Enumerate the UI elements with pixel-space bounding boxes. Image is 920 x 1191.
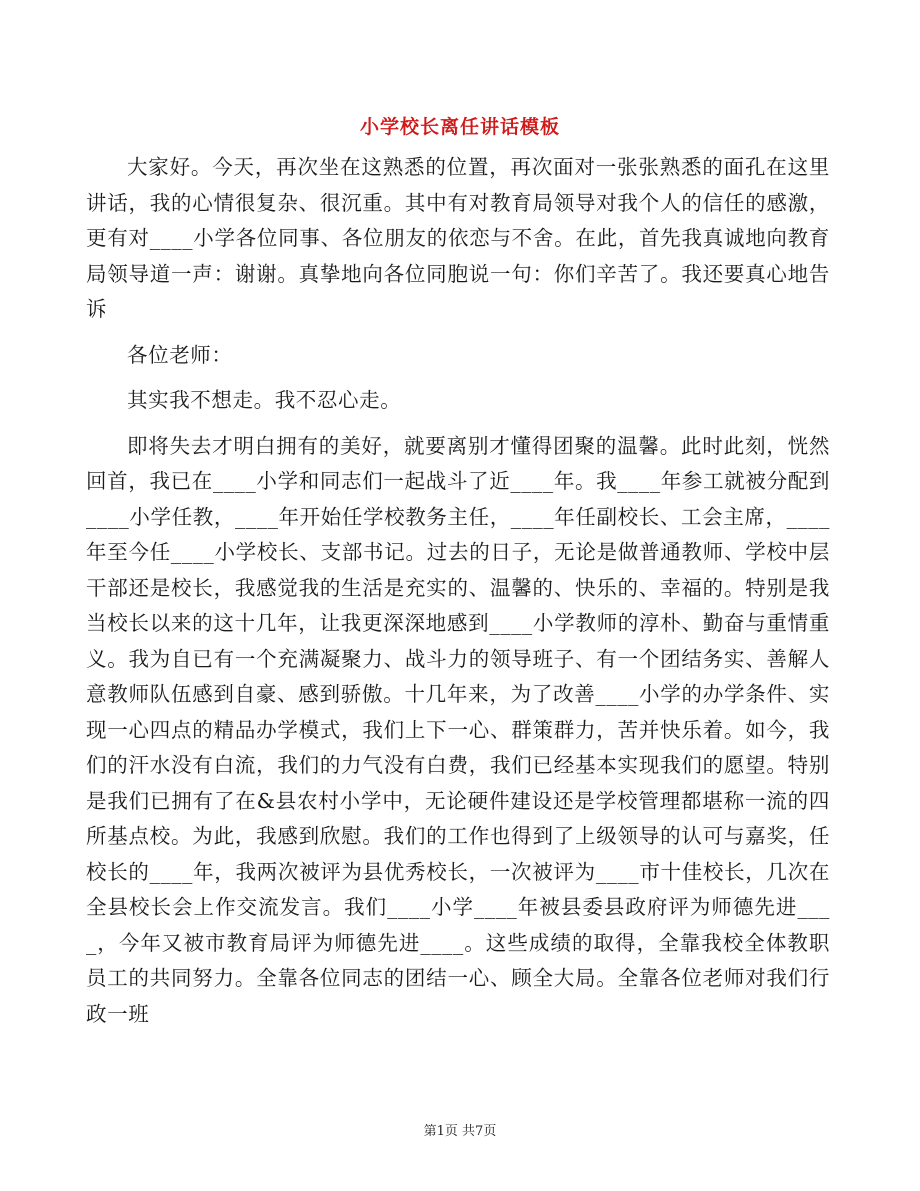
paragraph-reflection: 即将失去才明白拥有的美好，就要离别才懂得团聚的温馨。此时此刻，恍然回首，我已在____小学和同志们一起战斗了近____年。我____年参工就被分配到____小学任教，____年开始任学校教务主任，____年任副校长、工会主席，____年至今任____小学校长、支部书记。过去的日子，无论是做普通教师、学校中层干部还是校长，我感觉我的生活是充实的、温馨的、快乐的、幸福的。特别是我当校长以来的这十几年，让我更深深地感到____小学教师的淳朴、勤奋与重情重义。我为自已有一个充满凝聚力、战斗力的领导班子、有一个团结务实、善解人意教师队伍感到自豪、感到骄傲。十几年来，为了改善____小学的办学条件、实现一心四点的精品办学模式，我们上下一心、群策群力，苦并快乐着。如今，我们的汗水没有白流，我们的力气没有白费，我们已经基本实现我们的愿望。特别是我们已拥有了在&县农村小学中，无论硬件建设还是学校管理都堪称一流的四所基点校。为此，我感到欣慰。我们的工作也得到了上级领导的认可与嘉奖，任校长的____年，我两次被评为县优秀校长，一次被评为____市十佳校长，几次在全县校长会上作交流发言。我们____小学____年被县委县政府评为师德先进____，今年又被市教育局评为师德先进____。这些成绩的取得，全靠我校全体教职员工的共同努力。全靠各位同志的团结一心、顾全大局。全靠各位老师对我们行政一班 — [86, 433, 830, 1026]
paragraph-greeting: 大家好。今天，再次坐在这熟悉的位置，再次面对一张张熟悉的面孔在这里讲话，我的心情很复杂、很沉重。其中有对教育局领导对我个人的信任的感激，更有对____小学各位同事、各位朋友的依恋与不舍。在此，首先我真诚地向教育局领导道一声：谢谢。真挚地向各位同胞说一句：你们辛苦了。我还要真心地告诉 — [86, 155, 830, 321]
document-body — [86, 150, 830, 1032]
paragraph-salutation: 各位老师： — [127, 342, 233, 367]
paragraph-reluctance: 其实我不想走。我不忍心走。 — [127, 388, 402, 412]
document-title: 小学校长离任讲话模板 — [359, 116, 560, 138]
page-number: 第1页 共7页 — [423, 1124, 497, 1139]
